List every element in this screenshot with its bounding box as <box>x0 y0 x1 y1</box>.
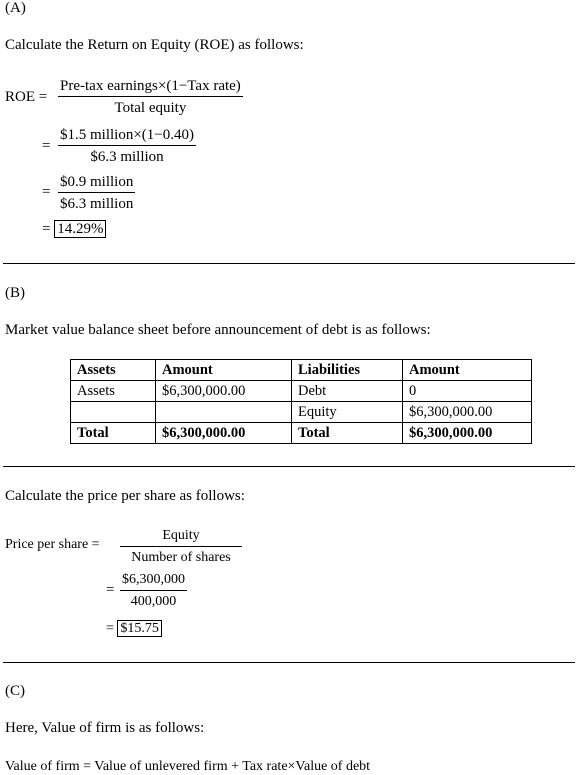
table-cell: Debt <box>292 381 403 402</box>
price-step2-fraction <box>120 571 187 611</box>
equals-sign: = <box>42 184 51 200</box>
part-b-label: (B) <box>5 285 25 301</box>
divider <box>3 662 575 663</box>
table-cell: $6,300,000.00 <box>156 423 292 444</box>
table-header-row <box>71 360 532 381</box>
part-c-intro: Here, Value of firm is as follows: <box>5 720 205 736</box>
table-total-row <box>71 423 532 444</box>
equals-sign: = <box>106 582 115 598</box>
part-a-label: (A) <box>5 0 26 16</box>
table-cell <box>71 402 156 423</box>
table-cell: 0 <box>403 381 532 402</box>
roe-lhs: ROE = <box>5 89 48 105</box>
price-formula-numerator: Equity <box>120 527 242 547</box>
price-step2-numerator: $6,300,000 <box>120 571 187 591</box>
table-cell: Total <box>292 423 403 444</box>
table-cell: Assets <box>71 381 156 402</box>
table-header-cell: Assets <box>71 360 156 381</box>
roe-step3-fraction <box>58 173 135 213</box>
divider <box>3 263 575 264</box>
table-header-cell: Amount <box>156 360 292 381</box>
roe-step2-denominator: $6.3 million <box>90 149 164 165</box>
roe-step2-numerator: $1.5 million×(1−0.40) <box>58 126 196 146</box>
table-cell: Equity <box>292 402 403 423</box>
roe-step2-fraction <box>58 126 196 166</box>
divider <box>3 466 575 467</box>
price-formula-fraction <box>120 527 242 567</box>
price-intro: Calculate the price per share as follows: <box>5 488 245 504</box>
table-header-cell: Liabilities <box>292 360 403 381</box>
table-row <box>71 381 532 402</box>
part-b-intro: Market value balance sheet before announcement of debt is as follows: <box>5 322 431 338</box>
table-cell <box>156 402 292 423</box>
price-result-row: = $15.75 <box>106 621 162 637</box>
price-step2-denominator: 400,000 <box>130 594 177 609</box>
table-header-cell: Amount <box>403 360 532 381</box>
equals-sign: = <box>42 138 51 154</box>
price-formula-denominator: Number of shares <box>131 550 231 565</box>
price-lhs: Price per share = <box>5 537 100 552</box>
table-cell: Total <box>71 423 156 444</box>
part-c-label: (C) <box>5 683 25 699</box>
table-row <box>71 402 532 423</box>
roe-step3-numerator: $0.9 million <box>58 173 135 193</box>
firm-value-formula: Value of firm = Value of unlevered firm + Tax rate×Value of debt <box>5 759 371 774</box>
table-cell: $6,300,000.00 <box>403 423 532 444</box>
table-cell: $6,300,000.00 <box>403 402 532 423</box>
roe-step3-denominator: $6.3 million <box>60 196 134 212</box>
price-result: $15.75 <box>117 620 162 637</box>
roe-result-row: = 14.29% <box>42 221 106 238</box>
roe-formula-fraction <box>58 77 243 117</box>
table-cell: $6,300,000.00 <box>156 381 292 402</box>
roe-result: 14.29% <box>54 220 106 238</box>
balance-sheet-table <box>70 359 532 444</box>
roe-formula-denominator: Total equity <box>114 100 187 116</box>
part-a-intro: Calculate the Return on Equity (ROE) as follows: <box>5 37 304 53</box>
roe-formula-numerator: Pre-tax earnings×(1−Tax rate) <box>58 77 243 97</box>
